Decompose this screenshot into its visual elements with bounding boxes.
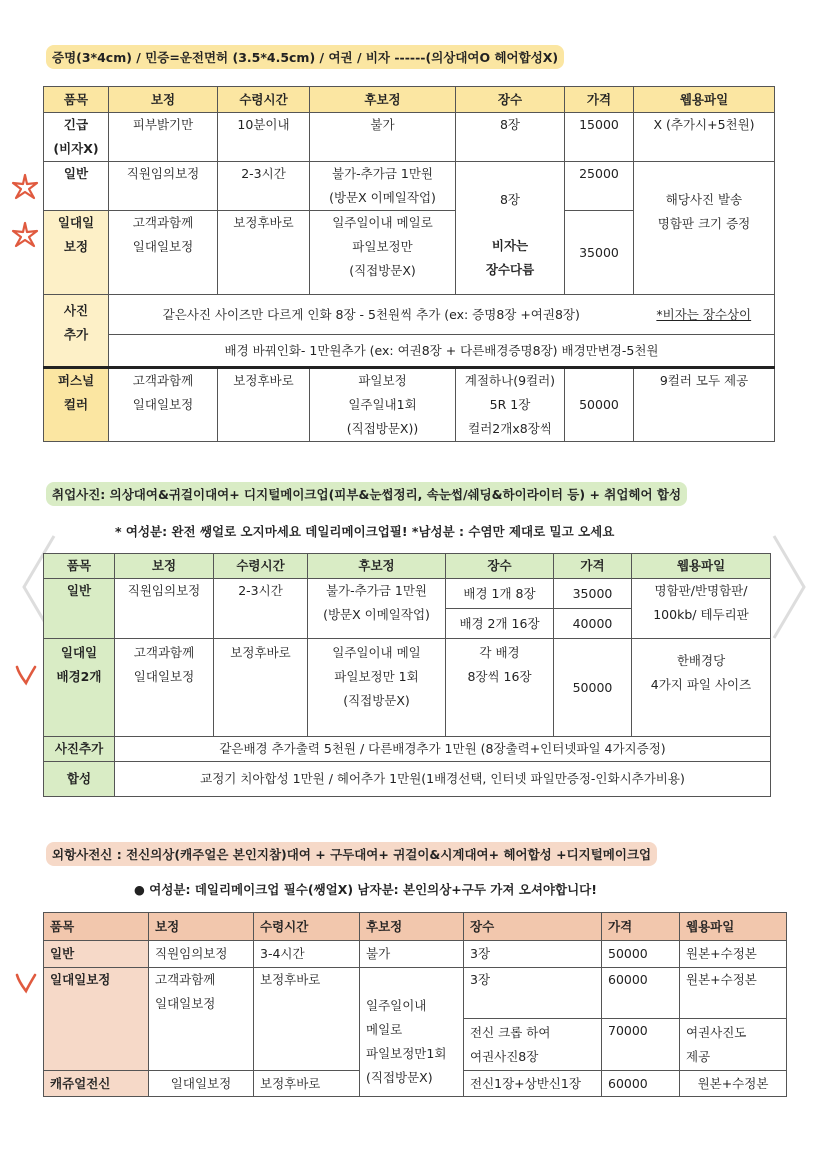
time-cell: 3-4시간 [254,941,360,968]
section1-title: 증명(3*4cm) / 민증=운전면허 (3.5*4.5cm) / 여권 / 비자 ------(의상대여O 헤어합성X) [46,45,564,69]
item-extra: 사진 추가 [44,295,109,368]
price-cell: 60000 [602,968,680,1019]
star-mark-icon [10,172,40,202]
col-web: 웹용파일 [680,913,787,941]
count-cell: 전신 크롭 하여 여권사진8장 [464,1019,602,1071]
section3-title: 외항사전신 : 전신의상(캐주얼은 본인지참)대여 + 구두대여+ 귀걸이&시계대여+ 헤어합성 +디지털메이크업 [46,842,657,866]
retouch-cell: 직원임의보정 [109,162,218,211]
time-cell: 보정후바로 [218,368,310,442]
col-time: 수령시간 [218,87,310,113]
table-row [44,579,771,609]
count-cell: 배경 2개 16장 [446,609,554,639]
retouch-cell: 고객과함께 일대일보정 [115,639,214,737]
col-retouch: 보정 [109,87,218,113]
post-cell: 일주일이내 메일로 파일보정만 (직접방문X) [310,211,456,295]
col-item: 품목 [44,913,149,941]
post-cell: 일주일이내 메일 파일보정만 1회 (직접방문X) [308,639,446,737]
chevron-right-icon[interactable] [770,532,810,642]
price-cell: 60000 [602,1071,680,1097]
price-cell: 40000 [554,609,632,639]
col-count: 장수 [446,554,554,579]
price-cell: 70000 [602,1019,680,1071]
star-mark-icon [10,220,40,250]
time-cell: 보정후바로 [218,211,310,295]
post-cell: 불가 [360,941,464,968]
table-row [44,762,771,797]
web-cell: 9컬러 모두 제공 [634,368,775,442]
retouch-cell: 고객과함께 일대일보정 [149,968,254,1071]
item-synthesis: 합성 [44,762,115,797]
item-personal-color: 퍼스널 컬러 [44,368,109,442]
time-cell: 보정후바로 [254,1071,360,1097]
extra-text: 같은배경 추가출력 5천원 / 다른배경추가 1만원 (8장출력+인터넷파일 4가지증정) [115,737,771,762]
retouch-cell: 직원임의보정 [115,579,214,639]
price-cell: 35000 [565,211,634,295]
price-cell: 50000 [554,639,632,737]
item-urgent: 긴급 (비자X) [44,113,109,162]
count-cell: 8장 비자는 장수다름 [456,162,565,295]
item-general: 일반 [44,941,149,968]
post-cell: 파일보정 일주일내1회 (직접방문X)) [310,368,456,442]
col-post: 후보정 [360,913,464,941]
table-row [44,295,775,335]
item-general: 일반 [44,162,109,211]
section2-title: 취업사진: 의상대여&귀걸이대여+ 디지털메이크업(피부&눈썹정리, 속눈썹/쉐딩&하이라이터 등) + 취업헤어 합성 [46,482,687,506]
price-cell: 50000 [565,368,634,442]
retouch-cell: 고객과함께 일대일보정 [109,211,218,295]
count-cell: 각 배경 8장씩 16장 [446,639,554,737]
time-cell: 2-3시간 [214,579,308,639]
price-cell: 15000 [565,113,634,162]
section2-note: * 여성분: 완전 쌩얼로 오지마세요 데일리메이크업필! *남성분 : 수염만 제대로 밀고 오세요 [115,524,615,539]
col-web: 웹용파일 [632,554,771,579]
table-header-row [44,87,775,113]
count-cell: 8장 [456,113,565,162]
synth-text: 교정기 치아합성 1만원 / 헤어추가 1만원(1배경선택, 인터넷 파일만증정-인화시추가비용) [115,762,771,797]
col-retouch: 보정 [149,913,254,941]
count-cell: 계절하나(9컬러) 5R 1장 컬러2개x8장씩 [456,368,565,442]
extra-line2: 배경 바꿔인화- 1만원추가 (ex: 여권8장 + 다른배경증명8장) 배경만변경-5천원 [109,335,775,368]
col-time: 수령시간 [254,913,360,941]
count-cell: 배경 1개 8장 [446,579,554,609]
post-cell: 불가-추가금 1만원 (방문X 이메일작업) [308,579,446,639]
count-cell: 3장 [464,941,602,968]
visa-note: *비자는 장수상이 [634,295,775,335]
post-cell: 불가 [310,113,456,162]
table-id-photo [43,86,775,442]
table-flight-attendant [43,912,787,1097]
web-cell: 여권사진도 제공 [680,1019,787,1071]
post-cell: 일주일이내 메일로 파일보정만1회 (직접방문X) [360,968,464,1097]
web-cell: X (추가시+5천원) [634,113,775,162]
extra-line1: 같은사진 사이즈만 다르게 인화 8장 - 5천원씩 추가 (ex: 증명8장 +여권8장) [109,295,634,335]
col-item: 품목 [44,554,115,579]
table-row [44,368,775,442]
web-cell: 명함판/반명함판/ 100kb/ 테두리판 [632,579,771,639]
table-job-photo [43,553,771,797]
col-post: 후보정 [308,554,446,579]
table-header-row [44,554,771,579]
price-cell: 25000 [565,162,634,211]
col-web: 웹용파일 [634,87,775,113]
retouch-cell: 피부밝기만 [109,113,218,162]
col-post: 후보정 [310,87,456,113]
retouch-cell: 직원임의보정 [149,941,254,968]
item-one-on-one: 일대일보정 [44,968,149,1071]
post-cell: 불가-추가금 1만원 (방문X 이메일작업) [310,162,456,211]
col-price: 가격 [565,87,634,113]
web-cell: 한배경당 4가지 파일 사이즈 [632,639,771,737]
item-casual-full: 캐쥬얼전신 [44,1071,149,1097]
heart-mark-icon [14,970,38,994]
table-row [44,113,775,162]
item-one-on-one: 일대일 보정 [44,211,109,295]
count-cell: 전신1장+상반신1장 [464,1071,602,1097]
time-cell: 10분이내 [218,113,310,162]
table-row [44,941,787,968]
table-row [44,335,775,368]
col-item: 품목 [44,87,109,113]
col-count: 장수 [456,87,565,113]
table-row [44,737,771,762]
table-row [44,968,787,1019]
col-price: 가격 [554,554,632,579]
item-general: 일반 [44,579,115,639]
section3-note: ● 여성분: 데일리메이크업 필수(쌩얼X) 남자분: 본인의상+구두 가져 오셔야합니다! [134,882,597,897]
table-row [44,162,775,211]
web-cell: 해당사진 발송 명함판 크기 증정 [634,162,775,295]
col-time: 수령시간 [214,554,308,579]
time-cell: 보정후바로 [254,968,360,1071]
heart-mark-icon [14,662,38,686]
time-cell: 보정후바로 [214,639,308,737]
item-one-on-one-bg2: 일대일 배경2개 [44,639,115,737]
web-cell: 원본+수정본 [680,1071,787,1097]
retouch-cell: 일대일보정 [149,1071,254,1097]
web-cell: 원본+수정본 [680,941,787,968]
web-cell: 원본+수정본 [680,968,787,1019]
col-count: 장수 [464,913,602,941]
retouch-cell: 고객과함께 일대일보정 [109,368,218,442]
col-price: 가격 [602,913,680,941]
item-extra: 사진추가 [44,737,115,762]
table-header-row [44,913,787,941]
price-cell: 50000 [602,941,680,968]
price-cell: 35000 [554,579,632,609]
table-row [44,639,771,737]
count-cell: 3장 [464,968,602,1019]
time-cell: 2-3시간 [218,162,310,211]
col-retouch: 보정 [115,554,214,579]
